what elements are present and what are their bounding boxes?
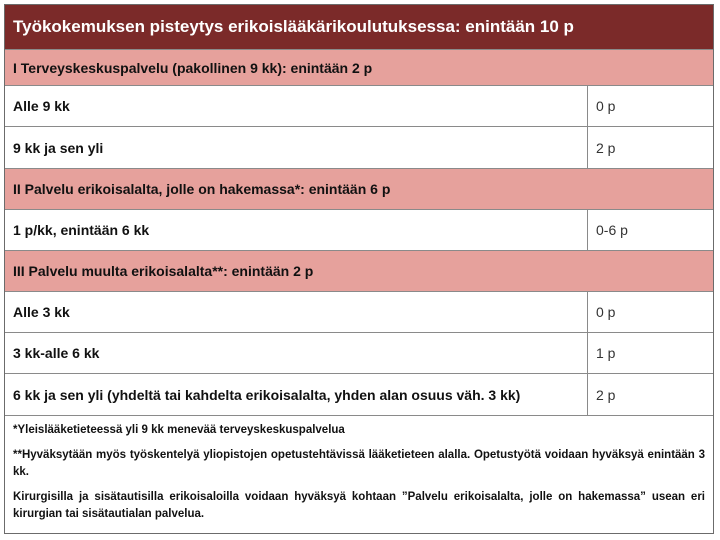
row-points: 0 p <box>596 98 616 114</box>
row-label: 6 kk ja sen yli (yhdeltä tai kahdelta erikoisalalta, yhden alan osuus väh. 3 kk) <box>5 374 588 415</box>
footnote-3: Kirurgisilla ja sisätautisilla erikoisaloilla voidaan hyväksyä kohtaan ”Palvelu erikoisalalta, jolle on hakemassa” usean eri kirurgian tai sisätautialan palvelua. <box>13 491 705 520</box>
table-row <box>5 85 713 126</box>
section-heading-2: II Palvelu erikoisalalta, jolle on hakemassa*: enintään 6 p <box>5 168 713 209</box>
table-row <box>5 332 713 373</box>
scoring-table <box>4 4 714 534</box>
row-label: 9 kk ja sen yli <box>5 127 588 168</box>
section-heading-1: I Terveyskeskuspalvelu (pakollinen 9 kk): enintään 2 p <box>5 49 713 85</box>
row-label: 3 kk-alle 6 kk <box>5 333 588 373</box>
footnote-2: **Hyväksytään myös työskentelyä yliopistojen opetustehtävissä lääketieteen alalla. Opetustyötä voidaan hyväksyä enintään 3 kk. <box>13 449 705 478</box>
table-row <box>5 209 713 250</box>
footnote-1: *Yleislääketieteessä yli 9 kk menevää terveyskeskuspalvelua <box>13 424 345 436</box>
row-points: 2 p <box>596 140 616 156</box>
row-points: 0-6 p <box>596 222 628 238</box>
table-row <box>5 373 713 415</box>
table-row <box>5 291 713 332</box>
row-label: Alle 3 kk <box>5 292 588 332</box>
table-row <box>5 126 713 168</box>
table-title: Työkokemuksen pisteytys erikoislääkärikoulutuksessa: enintään 10 p <box>5 5 713 49</box>
row-points: 0 p <box>596 304 616 320</box>
row-label: 1 p/kk, enintään 6 kk <box>5 210 588 250</box>
section-heading-3: III Palvelu muulta erikoisalalta**: enintään 2 p <box>5 250 713 291</box>
row-points: 1 p <box>596 345 616 361</box>
row-points: 2 p <box>596 387 616 403</box>
row-label: Alle 9 kk <box>5 86 588 126</box>
footnotes <box>5 415 713 537</box>
